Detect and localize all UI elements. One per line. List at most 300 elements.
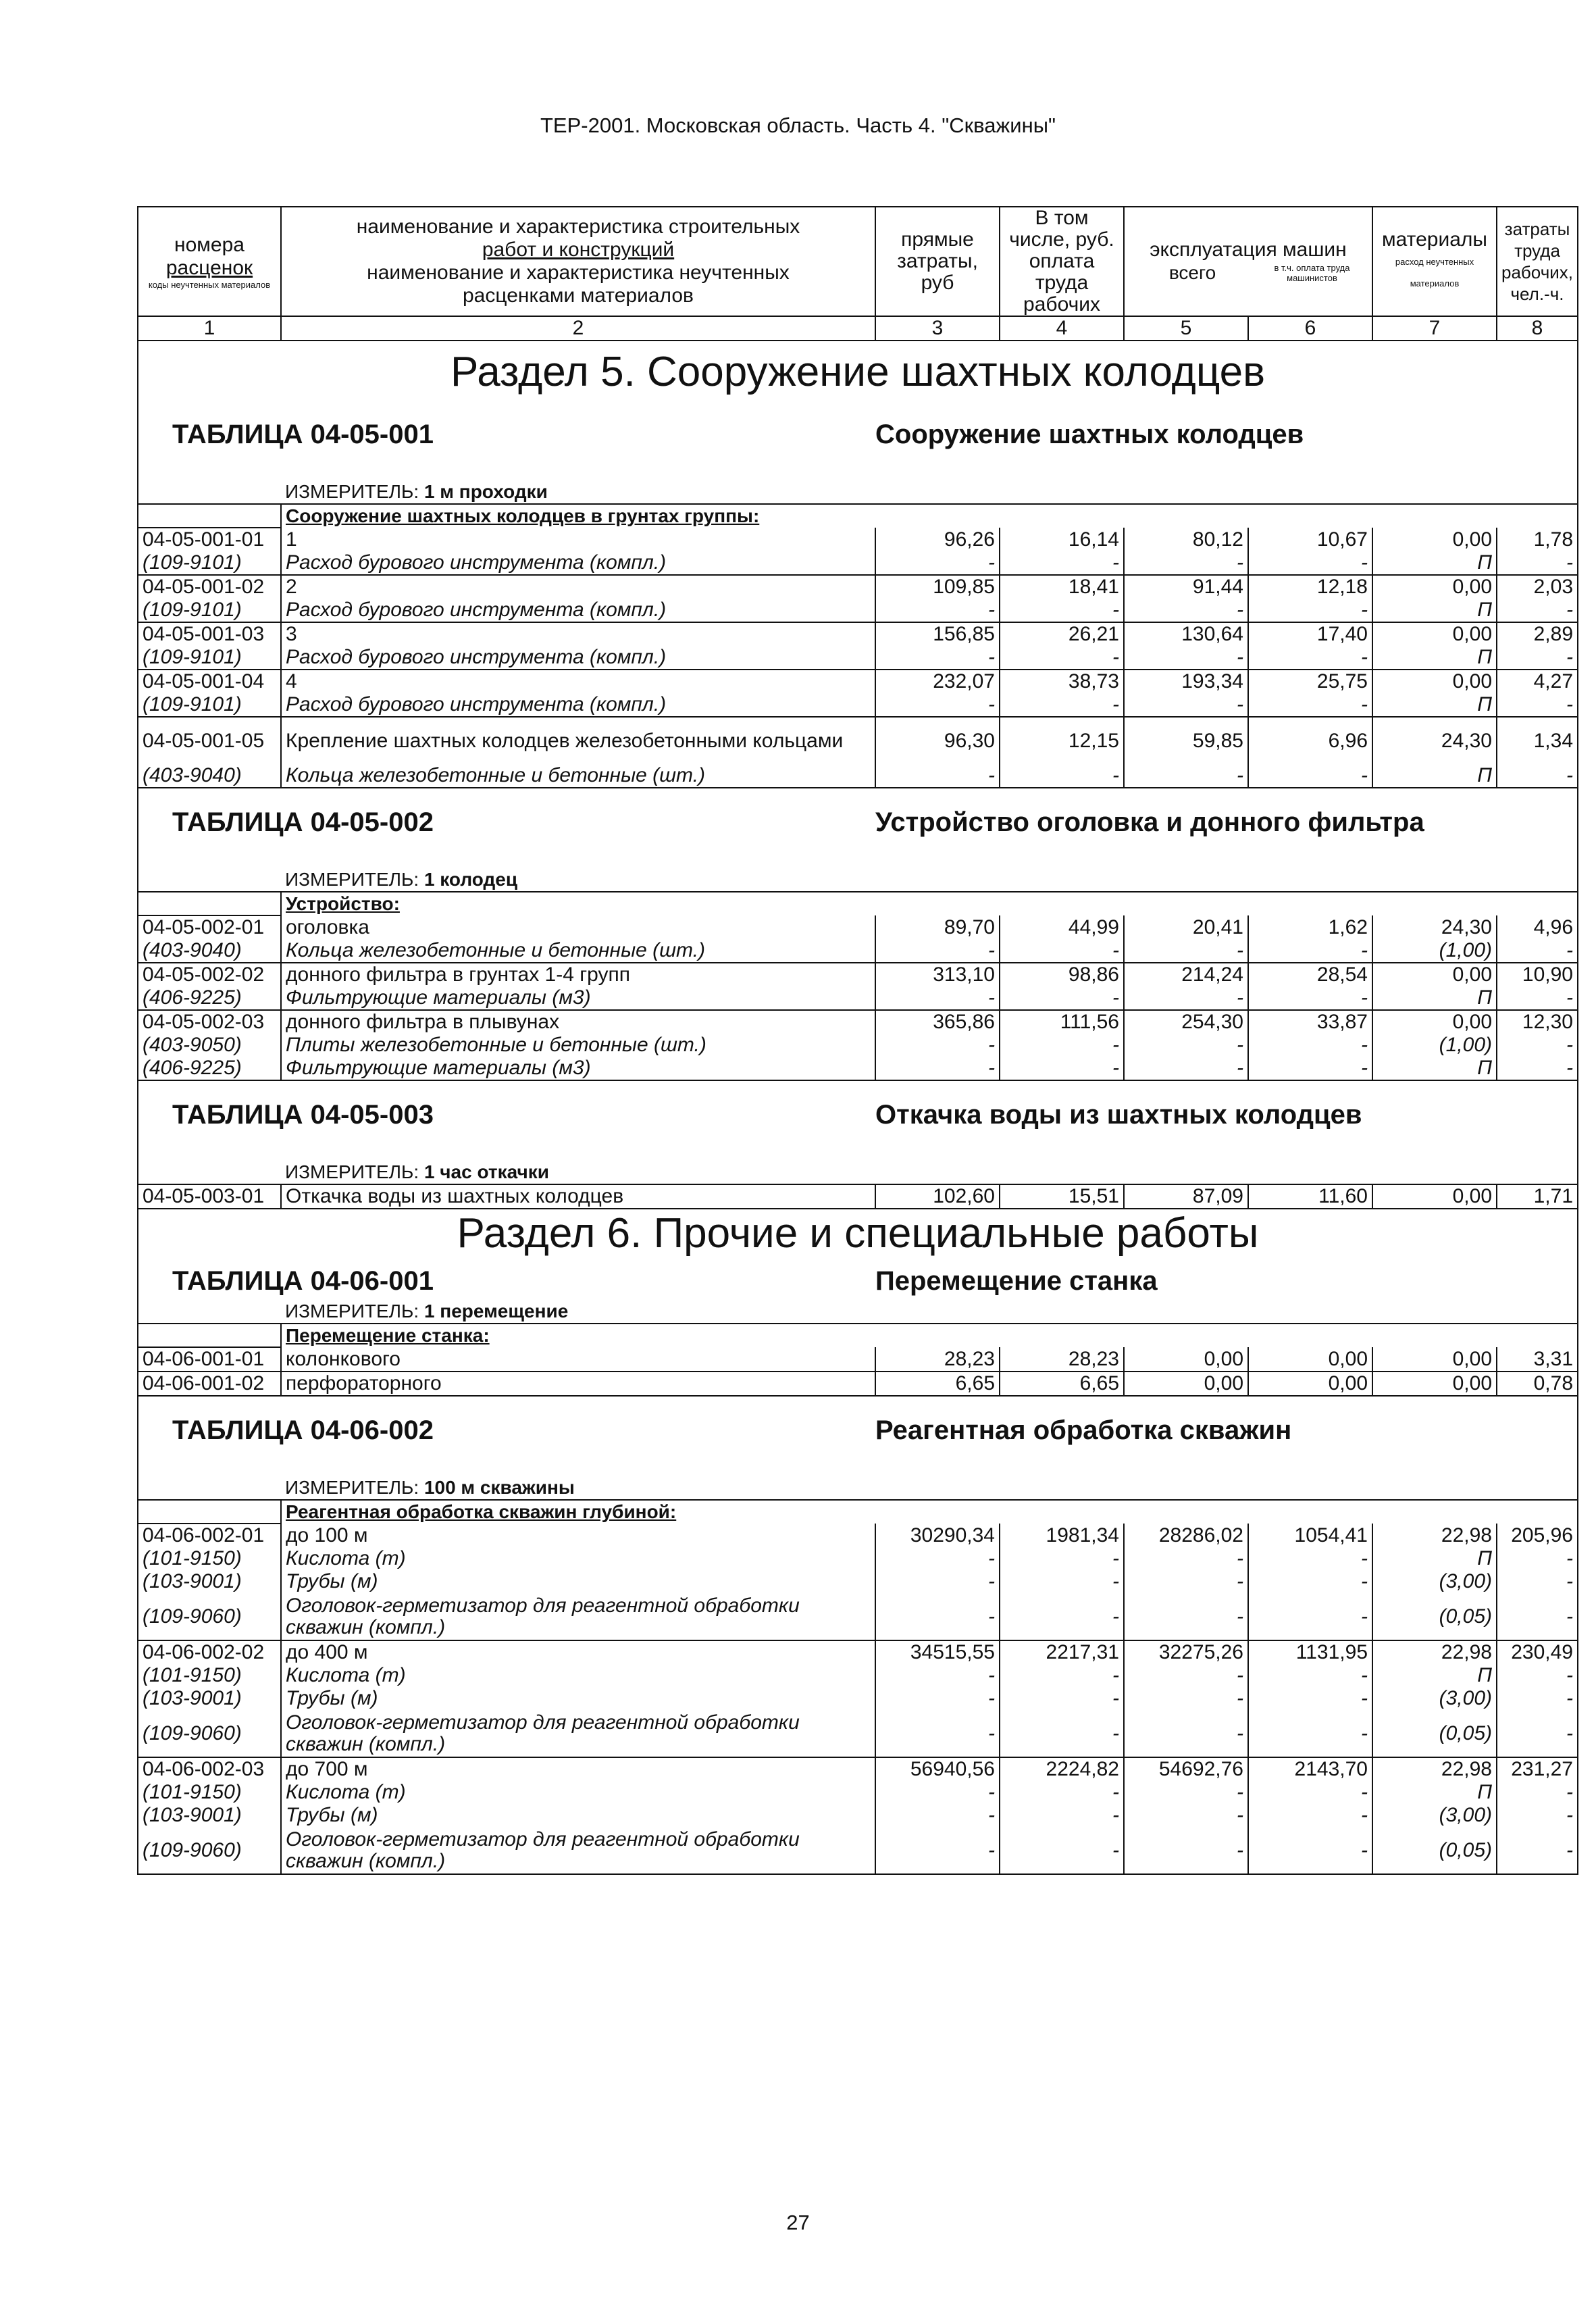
- col-number: 5: [1124, 316, 1248, 341]
- table-cell: 6,65: [1000, 1372, 1124, 1396]
- table-cell: -: [875, 551, 1000, 575]
- table-row: [138, 528, 1578, 551]
- table-cell: -: [1248, 646, 1372, 670]
- table-cell: до 100 м: [281, 1524, 875, 1547]
- table-cell: -: [1497, 599, 1578, 622]
- measure-line: ИЗМЕРИТЕЛЬ: 1 колодец: [281, 853, 1578, 892]
- table-cell: -: [1497, 1570, 1578, 1593]
- table-cell: (109-9101): [138, 646, 281, 670]
- table-cell: 231,27: [1497, 1757, 1578, 1781]
- table-cell: 1,34: [1497, 717, 1578, 764]
- col-number: 1: [138, 316, 281, 341]
- table-cell: 22,98: [1372, 1757, 1497, 1781]
- table-cell: 232,07: [875, 670, 1000, 693]
- table-cell: 12,30: [1497, 1010, 1578, 1034]
- table-cell: -: [1000, 599, 1124, 622]
- table-cell: 04-06-002-01: [138, 1524, 281, 1547]
- table-cell: -: [875, 1804, 1000, 1827]
- table-cell: 1,78: [1497, 528, 1578, 551]
- table-cell: -: [875, 1710, 1000, 1757]
- table-cell: -: [1248, 1057, 1372, 1080]
- table-cell: 20,41: [1124, 915, 1248, 939]
- table-cell: -: [1497, 939, 1578, 963]
- table-cell: (101-9150): [138, 1547, 281, 1570]
- col5-header: всего: [1168, 262, 1216, 283]
- table-cell: Откачка воды из шахтных колодцев: [281, 1184, 875, 1209]
- table-cell: 230,49: [1497, 1640, 1578, 1664]
- table-cell: -: [1248, 1593, 1372, 1640]
- table-cell: 2224,82: [1000, 1757, 1124, 1781]
- table-cell: -: [1124, 646, 1248, 670]
- table-header: [138, 207, 1578, 341]
- table-cell: (101-9150): [138, 1781, 281, 1804]
- table-cell: -: [1000, 1664, 1124, 1687]
- table-cell: (109-9060): [138, 1827, 281, 1874]
- table-cell: 33,87: [1248, 1010, 1372, 1034]
- table-row: [138, 1057, 1578, 1080]
- table-cell: -: [1497, 1034, 1578, 1057]
- table-cell: до 400 м: [281, 1640, 875, 1664]
- table-cell: оголовка: [281, 915, 875, 939]
- table-cell: 0,00: [1372, 622, 1497, 646]
- table-cell: -: [1248, 1710, 1372, 1757]
- table-cell: 4,27: [1497, 670, 1578, 693]
- table-cell: 22,98: [1372, 1524, 1497, 1547]
- col1-header: номера расценок коды неучтенных материалов: [138, 207, 281, 316]
- table-cell: -: [1000, 1057, 1124, 1080]
- table-row: [138, 1347, 1578, 1372]
- col3-header: прямые затраты, руб: [875, 207, 1000, 316]
- table-cell: -: [875, 1057, 1000, 1080]
- table-row: [138, 1184, 1578, 1209]
- table-cell: 04-05-001-04: [138, 670, 281, 693]
- table-cell: -: [1248, 1664, 1372, 1687]
- table-cell: 1: [281, 528, 875, 551]
- table-cell: (109-9101): [138, 599, 281, 622]
- table-row: [138, 1570, 1578, 1593]
- table-cell: -: [875, 693, 1000, 717]
- table-cell: 98,86: [1000, 963, 1124, 986]
- table-cell: -: [1124, 986, 1248, 1010]
- table-cell: 0,00: [1372, 575, 1497, 599]
- table-cell: -: [1248, 939, 1372, 963]
- table-cell: (3,00): [1372, 1804, 1497, 1827]
- table-row: [138, 1524, 1578, 1547]
- table-cell: 2,03: [1497, 575, 1578, 599]
- table-cell: -: [1124, 1781, 1248, 1804]
- table-cell: (3,00): [1372, 1687, 1497, 1710]
- table-cell: 56940,56: [875, 1757, 1000, 1781]
- table-cell: донного фильтра в грунтах 1-4 групп: [281, 963, 875, 986]
- table-cell: П: [1372, 1547, 1497, 1570]
- table-code: ТАБЛИЦА 04-06-002: [138, 1396, 875, 1461]
- rows-04-05-002: [138, 915, 1578, 1080]
- table-cell: -: [1497, 1710, 1578, 1757]
- table-cell: -: [1248, 693, 1372, 717]
- table-cell: 4: [281, 670, 875, 693]
- table-cell: (1,00): [1372, 939, 1497, 963]
- section-heading: Раздел 5. Сооружение шахтных колодцев: [138, 341, 1578, 401]
- table-cell: Расход бурового инструмента (компл.): [281, 693, 875, 717]
- table-cell: Оголовок-герметизатор для реагентной обработки скважин (компл.): [281, 1710, 875, 1757]
- table-cell: 26,21: [1000, 622, 1124, 646]
- table-row: [138, 764, 1578, 788]
- group-heading: Сооружение шахтных колодцев в грунтах группы:: [281, 504, 875, 528]
- table-cell: -: [1000, 693, 1124, 717]
- table-cell: 1,71: [1497, 1184, 1578, 1209]
- table-row: [138, 551, 1578, 575]
- table-cell: 32275,26: [1124, 1640, 1248, 1664]
- table-cell: 2217,31: [1000, 1640, 1124, 1664]
- table-cell: 87,09: [1124, 1184, 1248, 1209]
- table-cell: 0,00: [1372, 1184, 1497, 1209]
- col-number: 3: [875, 316, 1000, 341]
- table-cell: 102,60: [875, 1184, 1000, 1209]
- table-cell: Крепление шахтных колодцев железобетонными кольцами: [281, 717, 875, 764]
- table-cell: -: [1000, 1687, 1124, 1710]
- table-cell: -: [1000, 1781, 1124, 1804]
- table-cell: -: [1000, 764, 1124, 788]
- table-cell: (1,00): [1372, 1034, 1497, 1057]
- table-row: [138, 963, 1578, 986]
- table-row: [138, 693, 1578, 717]
- table-cell: (406-9225): [138, 1057, 281, 1080]
- table-cell: (403-9050): [138, 1034, 281, 1057]
- table-cell: -: [1497, 1827, 1578, 1874]
- table-cell: 0,00: [1124, 1347, 1248, 1372]
- table-cell: -: [1497, 1593, 1578, 1640]
- table-row: [138, 1640, 1578, 1664]
- table-code: ТАБЛИЦА 04-05-003: [138, 1080, 875, 1146]
- table-cell: -: [1124, 551, 1248, 575]
- table-cell: -: [1124, 1687, 1248, 1710]
- table-cell: Расход бурового инструмента (компл.): [281, 551, 875, 575]
- table-cell: -: [1000, 551, 1124, 575]
- table-cell: Фильтрующие материалы (м3): [281, 986, 875, 1010]
- table-code: ТАБЛИЦА 04-05-002: [138, 788, 875, 853]
- table-cell: Кислота (т): [281, 1664, 875, 1687]
- table-row: [138, 1372, 1578, 1396]
- table-cell: 3: [281, 622, 875, 646]
- table-cell: -: [1497, 764, 1578, 788]
- table-cell: -: [875, 646, 1000, 670]
- table-cell: -: [875, 764, 1000, 788]
- table-cell: 111,56: [1000, 1010, 1124, 1034]
- table-cell: 12,15: [1000, 717, 1124, 764]
- measure-line: ИЗМЕРИТЕЛЬ: 1 перемещение: [281, 1300, 1578, 1324]
- table-cell: (3,00): [1372, 1570, 1497, 1593]
- table-cell: 10,90: [1497, 963, 1578, 986]
- table-cell: Оголовок-герметизатор для реагентной обработки скважин (компл.): [281, 1827, 875, 1874]
- table-row: [138, 1547, 1578, 1570]
- table-cell: 18,41: [1000, 575, 1124, 599]
- table-cell: 313,10: [875, 963, 1000, 986]
- group-heading: Устройство:: [281, 892, 875, 915]
- table-cell: (403-9040): [138, 939, 281, 963]
- table-cell: 205,96: [1497, 1524, 1578, 1547]
- col-number: 8: [1497, 316, 1578, 341]
- table-row: [138, 1593, 1578, 1640]
- table-cell: 6,65: [875, 1372, 1000, 1396]
- table-cell: -: [1000, 1570, 1124, 1593]
- table-cell: 1131,95: [1248, 1640, 1372, 1664]
- table-cell: -: [1497, 1781, 1578, 1804]
- table-cell: 04-05-001-05: [138, 717, 281, 764]
- table-row: [138, 599, 1578, 622]
- table-cell: П: [1372, 599, 1497, 622]
- table-cell: 22,98: [1372, 1640, 1497, 1664]
- col2-header: наименование и характеристика строительных работ и конструкций наименование и характеристика неучтенных расценками материалов: [281, 207, 875, 316]
- table-cell: П: [1372, 1664, 1497, 1687]
- table-row: [138, 717, 1578, 764]
- table-cell: -: [1248, 1570, 1372, 1593]
- table-cell: 1054,41: [1248, 1524, 1372, 1547]
- table-cell: 2,89: [1497, 622, 1578, 646]
- table-row: [138, 1687, 1578, 1710]
- table-cell: 0,00: [1372, 1372, 1497, 1396]
- table-cell: 96,30: [875, 717, 1000, 764]
- table-row: [138, 1804, 1578, 1827]
- table-cell: 54692,76: [1124, 1757, 1248, 1781]
- measure-line: ИЗМЕРИТЕЛЬ: 1 час откачки: [281, 1146, 1578, 1184]
- table-cell: (101-9150): [138, 1664, 281, 1687]
- table-cell: -: [1248, 1034, 1372, 1057]
- table-cell: 2: [281, 575, 875, 599]
- table-cell: 17,40: [1248, 622, 1372, 646]
- table-row: [138, 670, 1578, 693]
- table-row: [138, 1010, 1578, 1034]
- table-code: ТАБЛИЦА 04-06-001: [138, 1262, 875, 1300]
- table-cell: -: [1000, 646, 1124, 670]
- table-cell: 25,75: [1248, 670, 1372, 693]
- table-cell: -: [1248, 599, 1372, 622]
- table-cell: -: [875, 1593, 1000, 1640]
- table-cell: -: [1248, 1781, 1372, 1804]
- table-cell: 34515,55: [875, 1640, 1000, 1664]
- table-row: [138, 622, 1578, 646]
- table-cell: П: [1372, 986, 1497, 1010]
- table-cell: 0,00: [1248, 1347, 1372, 1372]
- table-cell: -: [1248, 986, 1372, 1010]
- rows-04-05-001: [138, 528, 1578, 788]
- table-cell: (0,05): [1372, 1593, 1497, 1640]
- table-cell: 96,26: [875, 528, 1000, 551]
- table-cell: -: [1248, 1547, 1372, 1570]
- col4-header: В том числе, руб. оплата труда рабочих: [1000, 207, 1124, 316]
- table-cell: 0,00: [1372, 670, 1497, 693]
- table-cell: -: [1248, 551, 1372, 575]
- table-cell: -: [1497, 693, 1578, 717]
- table-cell: 30290,34: [875, 1524, 1000, 1547]
- table-cell: -: [875, 1781, 1000, 1804]
- rows-04-06-002: [138, 1524, 1578, 1874]
- table-cell: -: [1000, 1804, 1124, 1827]
- table-cell: 38,73: [1000, 670, 1124, 693]
- table-cell: (0,05): [1372, 1827, 1497, 1874]
- group-heading: Реагентная обработка скважин глубиной:: [281, 1500, 875, 1524]
- table-cell: -: [875, 1570, 1000, 1593]
- table-cell: -: [1124, 1804, 1248, 1827]
- table-cell: Кислота (т): [281, 1781, 875, 1804]
- table-cell: 04-05-002-03: [138, 1010, 281, 1034]
- table-row: [138, 1034, 1578, 1057]
- table-name: Устройство оголовка и донного фильтра: [875, 788, 1578, 853]
- table-row: [138, 915, 1578, 939]
- table-cell: 28,54: [1248, 963, 1372, 986]
- table-cell: -: [1124, 1593, 1248, 1640]
- table-cell: -: [1124, 1570, 1248, 1593]
- table-cell: Кольца железобетонные и бетонные (шт.): [281, 939, 875, 963]
- table-cell: 0,00: [1248, 1372, 1372, 1396]
- table-cell: -: [1124, 1547, 1248, 1570]
- col-number: 2: [281, 316, 875, 341]
- table-cell: П: [1372, 693, 1497, 717]
- table-cell: -: [1497, 1687, 1578, 1710]
- table-cell: -: [1248, 1804, 1372, 1827]
- col7-header: материалы расход неучтенных материалов: [1372, 207, 1497, 316]
- page-title: ТЕР-2001. Московская область. Часть 4. "Скважины": [540, 114, 1056, 137]
- table-cell: -: [1124, 764, 1248, 788]
- table-row: [138, 1757, 1578, 1781]
- table-cell: -: [1124, 1827, 1248, 1874]
- page-number: 27: [786, 2211, 810, 2234]
- table-cell: 156,85: [875, 622, 1000, 646]
- machine-header: эксплуатация машин всего в т.ч. оплата труда машинистов: [1124, 207, 1372, 316]
- table-cell: Трубы (м): [281, 1570, 875, 1593]
- col-number: 4: [1000, 316, 1124, 341]
- table-cell: Расход бурового инструмента (компл.): [281, 646, 875, 670]
- table-cell: -: [1000, 1593, 1124, 1640]
- table-cell: 0,00: [1124, 1372, 1248, 1396]
- table-cell: 80,12: [1124, 528, 1248, 551]
- table-cell: 1,62: [1248, 915, 1372, 939]
- table-cell: 04-05-003-01: [138, 1184, 281, 1209]
- table-cell: 2143,70: [1248, 1757, 1372, 1781]
- table-cell: -: [875, 1664, 1000, 1687]
- table-cell: -: [1124, 1057, 1248, 1080]
- table-cell: -: [1124, 939, 1248, 963]
- table-cell: -: [1000, 1547, 1124, 1570]
- table-cell: 130,64: [1124, 622, 1248, 646]
- table-cell: 04-06-002-03: [138, 1757, 281, 1781]
- table-cell: 365,86: [875, 1010, 1000, 1034]
- section-heading: Раздел 6. Прочие и специальные работы: [138, 1209, 1578, 1262]
- table-cell: -: [1497, 646, 1578, 670]
- table-cell: 44,99: [1000, 915, 1124, 939]
- table-cell: -: [875, 599, 1000, 622]
- table-cell: (109-9060): [138, 1710, 281, 1757]
- table-cell: 4,96: [1497, 915, 1578, 939]
- table-cell: 28,23: [1000, 1347, 1124, 1372]
- col8-header: затраты труда рабочих, чел.-ч.: [1497, 207, 1578, 316]
- table-cell: -: [1000, 1710, 1124, 1757]
- table-cell: (103-9001): [138, 1687, 281, 1710]
- table-cell: 28,23: [875, 1347, 1000, 1372]
- table-cell: Кислота (т): [281, 1547, 875, 1570]
- table-cell: 04-05-002-02: [138, 963, 281, 986]
- table-cell: колонкового: [281, 1347, 875, 1372]
- table-cell: (109-9101): [138, 551, 281, 575]
- table-cell: -: [1497, 1547, 1578, 1570]
- table-cell: 04-05-002-01: [138, 915, 281, 939]
- table-row: [138, 1827, 1578, 1874]
- table-cell: 11,60: [1248, 1184, 1372, 1209]
- table-cell: -: [1497, 551, 1578, 575]
- table-cell: -: [1124, 1664, 1248, 1687]
- table-cell: (103-9001): [138, 1570, 281, 1593]
- table-cell: -: [1497, 986, 1578, 1010]
- table-cell: -: [1248, 764, 1372, 788]
- table-cell: 0,00: [1372, 1347, 1497, 1372]
- table-cell: 89,70: [875, 915, 1000, 939]
- table-cell: П: [1372, 1781, 1497, 1804]
- table-cell: 12,18: [1248, 575, 1372, 599]
- table-cell: 91,44: [1124, 575, 1248, 599]
- table-cell: 1981,34: [1000, 1524, 1124, 1547]
- table-cell: 10,67: [1248, 528, 1372, 551]
- table-row: [138, 986, 1578, 1010]
- table-row: [138, 1664, 1578, 1687]
- table-cell: -: [875, 1827, 1000, 1874]
- table-cell: -: [875, 1034, 1000, 1057]
- table-cell: 0,00: [1372, 963, 1497, 986]
- table-cell: -: [875, 939, 1000, 963]
- table-cell: -: [1124, 1710, 1248, 1757]
- table-cell: 04-06-001-01: [138, 1347, 281, 1372]
- table-cell: 04-05-001-01: [138, 528, 281, 551]
- table-name: Перемещение станка: [875, 1262, 1578, 1300]
- table-row: [138, 575, 1578, 599]
- table-cell: (403-9040): [138, 764, 281, 788]
- table-name: Сооружение шахтных колодцев: [875, 401, 1578, 466]
- table-cell: -: [1248, 1827, 1372, 1874]
- table-cell: Расход бурового инструмента (компл.): [281, 599, 875, 622]
- table-cell: 0,00: [1372, 528, 1497, 551]
- table-cell: -: [1248, 1687, 1372, 1710]
- table-cell: (109-9101): [138, 693, 281, 717]
- table-cell: 24,30: [1372, 717, 1497, 764]
- table-cell: -: [1497, 1804, 1578, 1827]
- table-name: Реагентная обработка скважин: [875, 1396, 1578, 1461]
- table-cell: (109-9060): [138, 1593, 281, 1640]
- table-row: [138, 646, 1578, 670]
- table-cell: П: [1372, 1057, 1497, 1080]
- table-row: [138, 1710, 1578, 1757]
- table-cell: 3,31: [1497, 1347, 1578, 1372]
- table-cell: 0,78: [1497, 1372, 1578, 1396]
- table-cell: -: [1124, 1034, 1248, 1057]
- table-row: [138, 939, 1578, 963]
- col-number: 7: [1372, 316, 1497, 341]
- table-cell: Фильтрующие материалы (м3): [281, 1057, 875, 1080]
- table-cell: 16,14: [1000, 528, 1124, 551]
- table-cell: Плиты железобетонные и бетонные (шт.): [281, 1034, 875, 1057]
- table-cell: 6,96: [1248, 717, 1372, 764]
- table-cell: 24,30: [1372, 915, 1497, 939]
- table-cell: (0,05): [1372, 1710, 1497, 1757]
- table-cell: -: [875, 1547, 1000, 1570]
- table-cell: Оголовок-герметизатор для реагентной обработки скважин (компл.): [281, 1593, 875, 1640]
- table-cell: донного фильтра в плывунах: [281, 1010, 875, 1034]
- table-cell: 15,51: [1000, 1184, 1124, 1209]
- table-cell: 59,85: [1124, 717, 1248, 764]
- measure-line: ИЗМЕРИТЕЛЬ: 1 м проходки: [281, 466, 1578, 504]
- table-cell: -: [1000, 1034, 1124, 1057]
- table-row: [138, 1781, 1578, 1804]
- table-cell: -: [1000, 1827, 1124, 1874]
- table-code: ТАБЛИЦА 04-05-001: [138, 401, 875, 466]
- table-cell: Трубы (м): [281, 1687, 875, 1710]
